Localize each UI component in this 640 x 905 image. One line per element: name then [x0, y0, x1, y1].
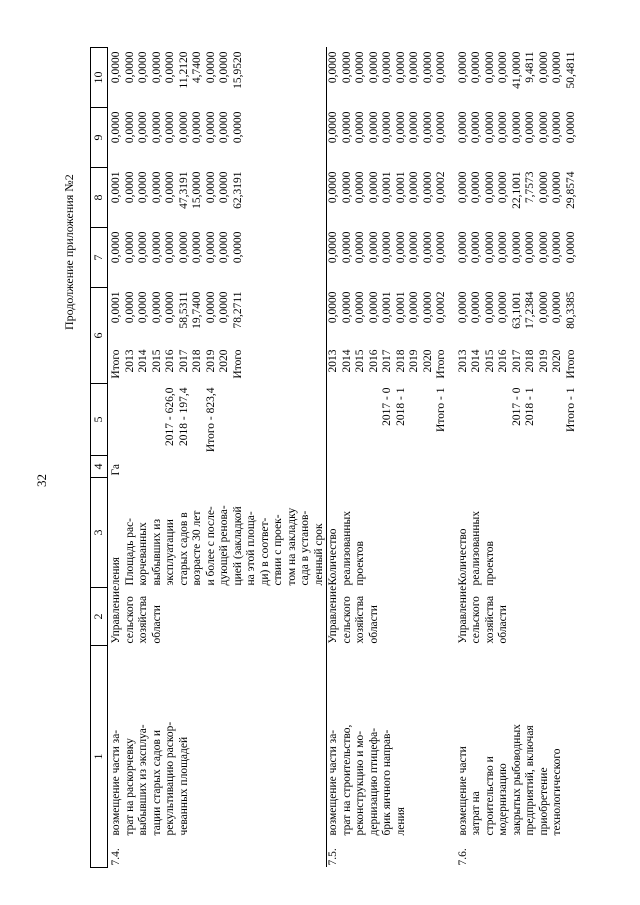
column-header: 1 — [91, 646, 108, 868]
years: 2013 2014 2015 2016 2017 2018 2019 2020 Итого — [327, 349, 447, 379]
rotated-table-sheet — [90, 48, 620, 868]
value-col-9: 0,0000 0,0000 0,0000 0,0000 0,0000 0,0000 0,0000 0,0000 0,0000 — [456, 111, 577, 144]
value-col-6: 0,0000 0,0000 0,0000 0,0000 0,0001 0,0001 0,0000 0,0000 0,0002 — [327, 291, 447, 324]
row-number: 7.6. — [456, 848, 469, 866]
value-col-8: 0,0000 0,0000 0,0000 0,0000 0,0001 0,0001 0,0000 0,0000 0,0002 — [327, 171, 447, 204]
column-header: 8 — [91, 168, 108, 228]
indicator-values: 2017 - 0 2018 - 1 Итого - 1 — [381, 387, 447, 432]
value-col-7: 0,0000 0,0000 0,0000 0,0000 0,0000 0,0000 0,0000 0,0000 0,0000 0,0000 — [108, 228, 327, 288]
executor: Управление сельского хозяйства области — [327, 585, 380, 644]
program-table — [90, 47, 578, 868]
executor: Управление сельского хозяйства области — [108, 588, 327, 646]
years: Итого 2013 2014 2015 2016 2017 2018 2019 2020 Итого — [108, 348, 327, 384]
table-row — [108, 48, 327, 868]
column-number-row — [91, 48, 108, 868]
page-number: 32 — [34, 474, 49, 487]
row-number: 7.5. — [327, 848, 339, 866]
indicator-values: 2017 - 0 2018 - 1 Итого - 1 — [510, 387, 577, 432]
column-header: 5 — [91, 384, 108, 456]
table-row — [449, 48, 579, 868]
value-col-9: 0,0000 0,0000 0,0000 0,0000 0,0000 0,0000 0,0000 0,0000 0,0000 0,0000 — [108, 108, 327, 168]
years: 2013 2014 2015 2016 2017 2018 2019 2020 Итого — [456, 349, 577, 379]
unit: Га — [108, 456, 327, 478]
appendix-caption: Продолжение приложения №2 — [62, 174, 76, 330]
unit — [327, 456, 449, 478]
executor: Управление сельского хозяйства области — [456, 585, 509, 644]
indicator: ления Площадь рас- корчеванных выбывших из эксплуатации старых садов в возрасте 30 лет и более с после- дующей ренова- цией (закладкой на этой площа- ди) в соответ- ствии с проек- том на закладку сада в установ- ленный срок — [108, 478, 327, 588]
unit — [449, 456, 579, 478]
value-col-10: 0,0000 0,0000 0,0000 0,0000 0,0000 0,0000 0,0000 0,0000 0,0000 — [327, 51, 447, 84]
activity-name: возмещение части затрат на строительство и модернизацию закрытых рыбоводных предприятий, включая приобретение технологического — [456, 724, 563, 836]
indicator: Количество реализованных проектов — [327, 511, 366, 586]
value-col-7: 0,0000 0,0000 0,0000 0,0000 0,0000 0,0000 0,0000 0,0000 0,0000 — [327, 231, 447, 264]
table-row — [327, 48, 449, 868]
activity-name: возмещение части за- трат на раскорчевку выбывших из эксплуа- тации старых садов и рекультивацию раскор- чеванных площадей — [108, 646, 327, 838]
indicator: Количество реализованных проектов — [456, 511, 496, 586]
column-header: 2 — [91, 588, 108, 646]
value-col-9: 0,0000 0,0000 0,0000 0,0000 0,0000 0,0000 0,0000 0,0000 0,0000 — [327, 111, 447, 144]
column-header: 9 — [91, 108, 108, 168]
column-header: 3 — [91, 478, 108, 588]
activity-name: возмещение части за- трат на строительство, реконструкцию и мо- дернизацию птицефа- брик яичного направ- ления — [327, 724, 407, 836]
column-header: 4 — [91, 456, 108, 478]
column-header: 7 — [91, 228, 108, 288]
column-header: 10 — [91, 48, 108, 108]
value-col-7: 0,0000 0,0000 0,0000 0,0000 0,0000 0,0000 0,0000 0,0000 0,0000 — [456, 231, 577, 264]
value-col-10: 0,0000 0,0000 0,0000 0,0000 41,0000 9,4811 0,0000 0,0000 50,4811 — [456, 51, 577, 89]
indicator-values: 2017 - 626,0 2018 - 197,4 Итого - 823,4 — [108, 384, 327, 456]
value-col-8: 0,0000 0,0000 0,0000 0,0000 22,1001 7,7573 0,0000 0,0000 29,8574 — [456, 171, 577, 209]
column-header: 6 — [91, 288, 108, 384]
value-col-6: 0,0001 0,0000 0,0000 0,0000 0,0000 58,5311 19,7400 0,0000 0,0000 78,2711 — [108, 288, 327, 348]
value-col-6: 0,0000 0,0000 0,0000 0,0000 63,1001 17,2384 0,0000 0,0000 80,3385 — [456, 291, 577, 329]
row-number: 7.4. — [108, 838, 327, 868]
value-col-10: 0,0000 0,0000 0,0000 0,0000 0,0000 11,2120 4,7400 0,0000 0,0000 15,9520 — [108, 48, 327, 108]
value-col-8: 0,0001 0,0000 0,0000 0,0000 0,0000 47,3191 15,0000 0,0000 0,0000 62,3191 — [108, 168, 327, 228]
